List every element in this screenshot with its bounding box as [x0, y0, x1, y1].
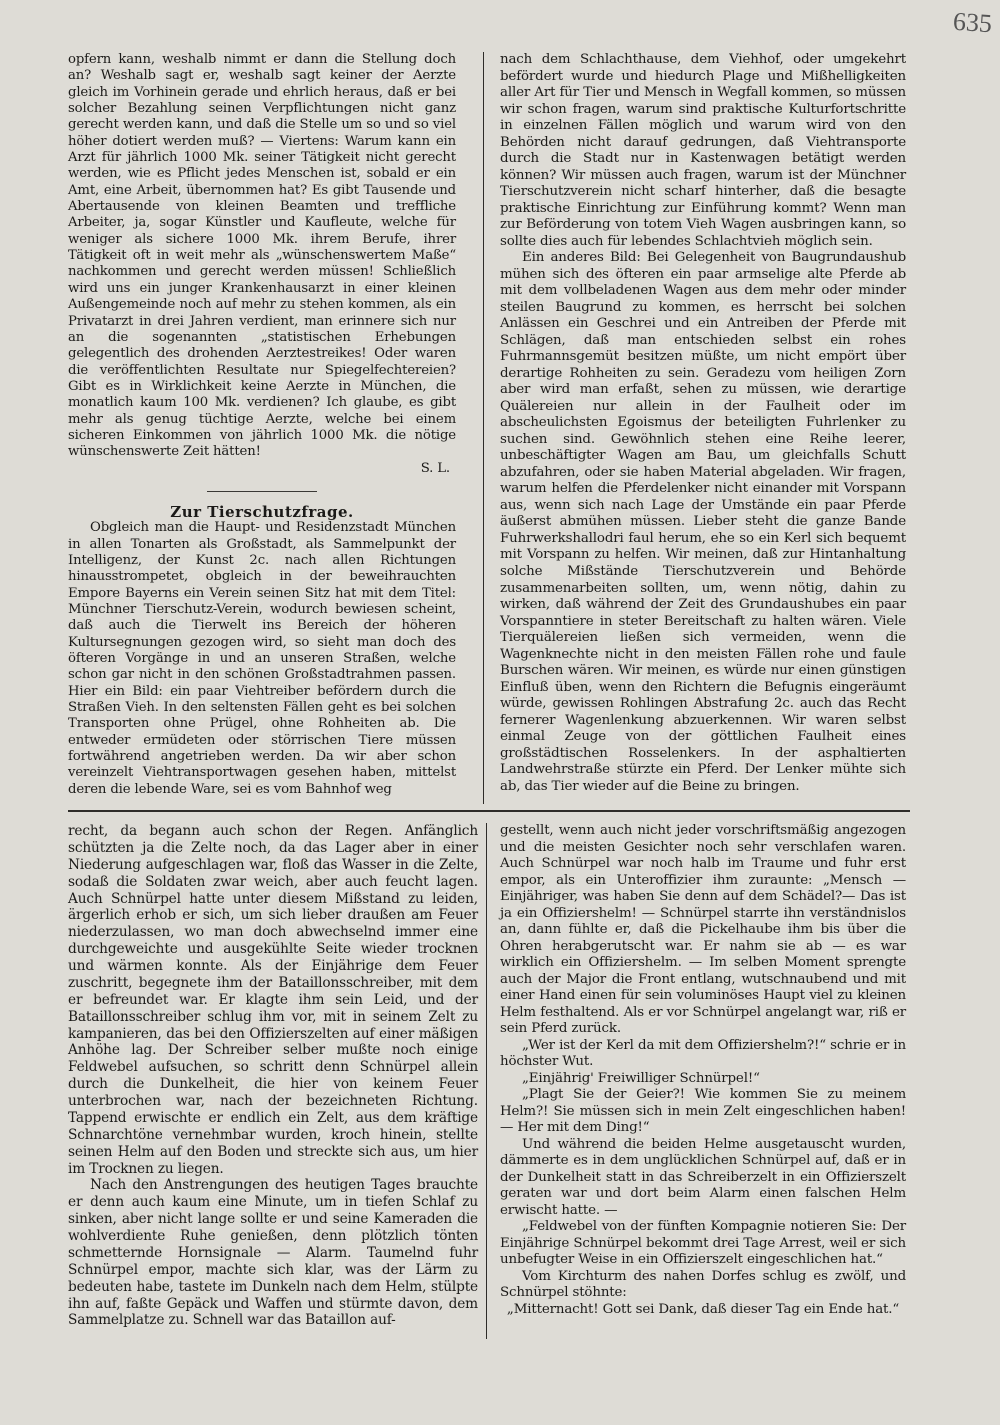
story-paragraph: „Einjährig' Freiwilliger Schnürpel!“: [522, 1070, 760, 1086]
column-top-right: [500, 52, 906, 795]
story-paragraph: Und während die beiden Helme ausgetauscht wurden, dämmerte es in dem unglücklichen Schnürpel auf, daß er in der Dunkelheit statt in das Schreiberzelt in ein Offizierszelt geraten war und dort beim Alarm einen falschen Helm erwischt hatte. —: [500, 1136, 906, 1218]
story-paragraph: Vom Kirchturm des nahen Dorfes schlug es zwölf, und Schnürpel stöhnte:: [500, 1268, 906, 1301]
story-paragraph: recht, da begann auch schon der Regen. Anfänglich schützten ja die Zelte noch, da das Lager aber in einer Niederung aufgeschlagen war, floß das Wasser in die Zelte, sodaß die Soldaten zwar weich, aber auch feucht lagen. Auch Schnürpel hatte unter diesem Mißstand zu leiden, ärgerlich erhob er sich, um sich lieber draußen am Feuer niederzulassen, wo man doch abwechselnd immer eine durchgeweichte und ausgekühlte Seite wieder trocknen und wärmen konnte. Als der Einjährige dem Feuer zuschritt, begegnete ihm der Bataillonsschreiber, mit dem er befreundet war. Er klagte ihm sein Leid, und der Bataillonsschreiber schlug ihm vor, mit in seinem Zelt zu kampanieren, das bei den Offizierszelten auf einer mäßigen Anhöhe lag. Der Schreiber selber mußte noch einige Feldwebel aufsuchen, so schritt denn Schnürpel allein durch die Dunkelheit, die hier von keinem Feuer unterbrochen war, nach der bezeichneten Richtung. Tappend erwischte er endlich ein Zelt, aus dem kräftige Schnarchtöne vernehmbar wurden, kroch hinein, stellte seinen Helm auf den Boden und streckte sich aus, um hier im Trocknen zu liegen.: [68, 823, 478, 1177]
article-paragraph: Ein anderes Bild: Bei Gelegenheit von Baugrundaushub mühen sich des öfteren ein paar armselige alte Pferde ab mit dem vollbeladenen Wagen aus dem mehr oder minder steilen Baugrund zu kommen, es herrscht bei solchen Anlässen ein Geschrei und ein Antreiben der Pferde mit Schlägen, daß man entschieden selbst ein rohes Fuhrmannsgemüt besitzen müßte, um nicht empört über derartige Rohheiten zu sein. Geradezu vom heiligen Zorn aber wird man erfaßt, sehen zu müssen, wie derartige Quälereien nur allein in der Faulheit oder im abscheulichsten Egoismus der beteiligten Fuhrlenker zu suchen sind. Gewöhnlich stehen eine Reihe leerer, unbeschäftigter Wagen am Bau, um gleichfalls Schutt abzufahren, oder sie haben Material abgeladen. Wir fragen, warum helfen die Pferdelenker nicht einander mit Vorspann aus, wenn sich nach Lage der Umstände ein paar Pferde äußerst abmühen müssen. Lieber steht die ganze Bande Fuhrwerkshallodri faul herum, ehe so ein Kerl sich bequemt mit Vorspann zu helfen. Wir meinen, daß zur Hintanhaltung solche Mißstände Tierschutzverein und Behörde zusammenarbeiten sollten, um, wenn nötig, dahin zu wirken, daß während der Zeit des Grundaushubes ein paar Vorspanntiere in steter Bereitschaft zu halten wären. Viele Tierquälereien ließen sich vermeiden, wenn die Wagenknechte nicht in den meisten Fällen rohe und faule Burschen wären. Wir meinen, es würde nur einen günstigen Einfluß üben, wenn den Richtern die Befugnis eingeräumt würde, gewissen Rohlingen Abstrafung 2c. auch das Recht fernerer Wagenlenkung abzuerkennen. Wir waren selbst einmal Zeuge von der göttlichen Faulheit eines großstädtischen Rosselenkers. In der asphaltierten Landwehrstraße stürzte ein Pferd. Der Lenker mühte sich ab, das Tier wieder auf die Beine zu bringen.: [500, 250, 906, 794]
story-paragraph: Nach den Anstrengungen des heutigen Tages brauchte er denn auch kaum eine Minute, um in tiefen Schlaf zu sinken, aber nicht lange sollte er und seine Kameraden die wohlverdiente Ruhe genießen, denn plötzlich tönten schmetternde Hornsignale — Alarm. Taumelnd fuhr Schnürpel empor, machte sich klar, was der Lärm zu bedeuten habe, tastete im Dunkeln nach dem Helm, stülpte ihn auf, faßte Gepäck und Waffen und stürmte davon, dem Sammelplatze zu. Schnell war das Bataillon auf-: [68, 1177, 478, 1329]
story-paragraph: „Feldwebel von der fünften Kompagnie notieren Sie: Der Einjährige Schnürpel bekommt drei Tage Arrest, weil er sich unbefugter Weise in ein Offizierszelt eingeschlichen hat.“: [500, 1219, 906, 1268]
story-paragraph: „Wer ist der Kerl da mit dem Offiziershelm?!“ schrie er in höchster Wut.: [500, 1037, 906, 1070]
story-closing-line: „Mitternacht! Gott sei Dank, daß dieser Tag ein Ende hat.“: [506, 1301, 900, 1317]
story-paragraph: gestellt, wenn auch nicht jeder vorschriftsmäßig angezogen und die meisten Gesichter noch sehr verschlafen waren. Auch Schnürpel war noch halb im Traume und fuhr erst empor, als ein Unteroffizier ihm zuraunte: „Mensch — Einjähriger, was haben Sie denn auf dem Schädel?— Das ist ja ein Offiziershelm! — Schnürpel starrte ihn verständnislos an, dann fühlte er, daß die Pickelhaube ihm bis über die Ohren herabgerutscht war. Er nahm sie ab — es war wirklich ein Offiziershelm. — Im selben Moment sprengte auch der Major die Front entlang, wutschnaubend und mit einer Hand einen für sein voluminöses Haupt viel zu kleinen Helm festhaltend. Als er vor Schnürpel angelangt war, riß er sein Pferd zurück.: [500, 823, 906, 1037]
page-number: 635: [952, 6, 993, 39]
column-bottom-right: [500, 823, 906, 1318]
article-paragraph: nach dem Schlachthause, dem Viehhof, oder umgekehrt befördert wurde und hiedurch Plage und Mißhelligkeiten aller Art für Tier und Mensch in Wegfall kommen, so müssen wir schon fragen, warum sind praktische Kulturfortschritte in einzelnen Fällen möglich und warum wird von den Behörden nicht darauf gedrungen, daß Viehtransporte durch die Stadt nur in Kastenwagen betätigt werden können? Wir müssen auch fragen, warum ist der Münchner Tierschutzverein nicht scharf hinterher, daß die besagte praktische Einrichtung zur Einführung kommt? Wenn man zur Beförderung von totem Vieh Wagen ausbringen kann, so sollte dies auch für lebendes Schlachtvieh möglich sein.: [500, 52, 906, 249]
article-paragraph: opfern kann, weshalb nimmt er dann die Stellung doch an? Weshalb sagt er, weshalb sagt keiner der Aerzte gleich im Vorhinein gerade und ehrlich heraus, daß er bei solcher Bezahlung seinen Verpflichtungen nicht ganz gerecht werden kann, und daß die Stelle um so und so viel höher dotiert werden muß? — Viertens: Warum kann ein Arzt für jährlich 1000 Mk. seiner Tätigkeit nicht gerecht werden, wie es Pflicht jedes Menschen ist, sobald er ein Amt, eine Arbeit, übernommen hat? Es gibt Tausende und Abertausende von kleinen Beamten und treffliche Arbeiter, ja, sogar Künstler und Kaufleute, welche für weniger als sichere 1000 Mk. ihrem Berufe, ihrer Tätigkeit oft in weit mehr als „wünschenswertem Maße“ nachkommen und gerecht werden müssen! Schließlich wird uns ein junger Krankenhausarzt in einer kleinen Außengemeinde noch auf mehr zu stehen kommen, als ein Privatarzt in drei Jahren verdient, man erinnere sich nur an die sogenannten „statistischen Erhebungen gelegentlich des drohenden Aerztestreikes! Oder waren die veröffentlichten Resultate nur Spiegelfechtereien? Gibt es in Wirklichkeit keine Aerzte in München, die monatlich kaum 100 Mk. verdienen? Ich glaube, es gibt mehr als genug tüchtige Aerzte, welche bei einem sicheren Einkommen von jährlich 1000 Mk. die nötige wünschenswerte Zeit hätten!: [68, 52, 456, 460]
article-paragraph: Obgleich man die Haupt- und Residenzstadt München in allen Tonarten als Großstadt, als Sammelpunkt der Intelligenz, der Kunst 2c. nach allen Richtungen hinausstrompetet, obgleich in der beweihrauchten Empore Bayerns ein Verein seinen Sitz hat mit dem Titel: Münchner Tierschutz-Verein, wodurch bewiesen scheint, daß auch die Tierwelt ins Bereich der höheren Kultursegnungen gezogen wird, so sieht man doch des öfteren Vorgänge in und an unseren Straßen, welche schon gar nicht in den schönen Großstadtrahmen passen. Hier ein Bild: ein paar Viehtreiber befördern durch die Straßen Vieh. In den seltensten Fällen geht es bei solchen Transporten ohne Prügel, ohne Rohheiten ab. Die entweder ermüdeten oder störrischen Tiere müssen fortwährend angetrieben werden. Da wir aber schon vereinzelt Viehtransportwagen gesehen haben, mittelst deren die lebende Ware, sei es vom Bahnhof weg: [68, 520, 456, 797]
section-divider: [207, 491, 317, 492]
column-separator: [483, 52, 484, 804]
section-separator: [68, 810, 910, 812]
author-signature: S. L.: [420, 460, 450, 476]
column-separator: [486, 823, 487, 1339]
article-heading: Zur Tierschutzfrage.: [170, 502, 354, 521]
story-paragraph: „Plagt Sie der Geier?! Wie kommen Sie zu meinem Helm?! Sie müssen sich in mein Zelt eingeschlichen haben! — Her mit dem Ding!“: [500, 1087, 906, 1136]
column-top-left: [68, 52, 456, 798]
column-bottom-left: [68, 823, 478, 1329]
